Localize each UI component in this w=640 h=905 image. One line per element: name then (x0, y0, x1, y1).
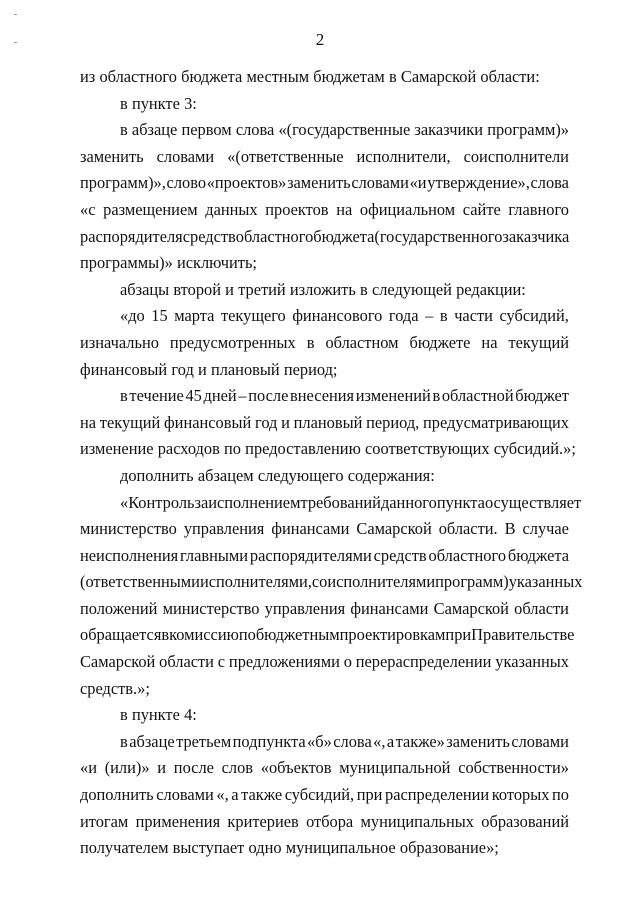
word: утверждение», (427, 173, 530, 193)
word: областной (441, 386, 514, 406)
word: заказчика (502, 226, 570, 246)
text-line (80, 755, 569, 782)
text-line (80, 543, 569, 570)
word: пункте (131, 705, 180, 725)
word: бюджетным (255, 625, 340, 645)
word: «и (409, 173, 427, 193)
word: Самарской (433, 598, 509, 618)
word: бюджета (313, 226, 375, 246)
word: указанных (495, 652, 569, 672)
word: 15 (151, 306, 168, 326)
word: управления (183, 519, 265, 539)
word: муниципальной (339, 758, 451, 778)
word: финансовый (80, 359, 168, 379)
word: положений (80, 598, 158, 618)
word: словами (156, 146, 215, 166)
word: изложить (289, 279, 356, 299)
word: на (80, 412, 97, 432)
word: «б» (307, 731, 332, 751)
word: по (552, 785, 569, 805)
word: в (120, 731, 128, 751)
text-line (80, 676, 569, 703)
word: (государственного (374, 226, 503, 246)
word: области (514, 598, 569, 618)
word: муниципальное (285, 838, 396, 858)
word: и (281, 412, 290, 432)
word: «проектов» (206, 173, 287, 193)
word: бюджета (181, 67, 243, 86)
word: за (194, 492, 209, 512)
word: текущий (508, 332, 569, 352)
word: предусмотренных (169, 332, 296, 352)
word: подпункта (232, 731, 306, 751)
word: в (306, 332, 315, 352)
word: финансовый (164, 412, 252, 432)
word: изменений (355, 386, 431, 406)
word: комиссию (169, 625, 239, 645)
word: данных (205, 199, 258, 219)
text-line (80, 622, 575, 649)
word: после (248, 386, 289, 406)
word: плановый (210, 359, 280, 379)
word: субсидий.»; (493, 439, 576, 459)
word: третьем (176, 731, 232, 751)
word: В (504, 519, 516, 539)
word: отбора (306, 811, 354, 831)
word: также (241, 785, 283, 805)
text-line (80, 330, 569, 357)
word: также» (395, 731, 445, 751)
word: итогам (80, 811, 129, 831)
word: бюджетам (313, 67, 385, 86)
text-line (80, 436, 576, 463)
word: (или)» (104, 758, 150, 778)
word: изменение (80, 439, 154, 459)
word: в (120, 93, 128, 113)
text-line (80, 383, 569, 410)
word: программ) (435, 572, 509, 592)
word: указанных (508, 572, 583, 592)
word: размещением (103, 199, 198, 219)
page-number: 2 (315, 30, 325, 49)
word: в (120, 386, 128, 406)
word: которых (491, 785, 550, 805)
word: части (454, 306, 493, 326)
word: одно (248, 838, 282, 858)
word: бюджета (507, 545, 569, 565)
word: субсидий, (499, 306, 569, 326)
word: субсидий, (284, 785, 355, 805)
word: бюджете (409, 332, 471, 352)
word: неисполнения (80, 545, 179, 565)
word: абзацы (120, 279, 170, 299)
word: – (238, 386, 247, 406)
word: (ответственными (80, 572, 200, 592)
word: а (386, 731, 395, 751)
text-line (80, 410, 569, 437)
word: областного (428, 545, 507, 565)
word: Самарской (356, 519, 432, 539)
word: предусматривающих (423, 412, 569, 432)
word: областном (325, 332, 399, 352)
word: «и (80, 758, 97, 778)
word: – (425, 306, 434, 326)
word: перераспределении (355, 652, 492, 672)
word: проектов (265, 199, 329, 219)
word: изначально (80, 332, 159, 352)
word: министерство (162, 598, 260, 618)
text-line (80, 277, 569, 304)
text-line (80, 117, 569, 144)
word: проектировкам (339, 625, 446, 645)
text-line (80, 702, 569, 729)
word: слов (221, 758, 254, 778)
word: соответствующих (365, 439, 490, 459)
word: марта (174, 306, 215, 326)
word: о (343, 652, 352, 672)
word: а (231, 785, 239, 805)
word: программ)» (487, 120, 569, 140)
word: области (159, 652, 214, 672)
word: в (439, 306, 448, 326)
word: второй (173, 279, 221, 299)
word: внесения (290, 386, 355, 406)
word: исключить; (176, 253, 257, 273)
word: на (336, 199, 353, 219)
word: дополнить (80, 785, 154, 805)
word: областного (235, 226, 314, 246)
word: 4: (184, 705, 197, 725)
text-line (80, 463, 569, 490)
text-line (80, 569, 583, 596)
word: критериев (227, 811, 299, 831)
word: «объектов (260, 758, 332, 778)
word: областного (99, 67, 177, 86)
word: заменить (287, 173, 351, 193)
word: распорядителями (249, 545, 372, 565)
word: плановый (293, 412, 363, 432)
word: бюджет (515, 386, 569, 406)
word: абзаце (131, 120, 178, 140)
word: управления (264, 598, 346, 618)
word: абзаце (129, 731, 175, 751)
word: и (225, 279, 234, 299)
word: года (388, 306, 419, 326)
word: дополнить (120, 465, 194, 485)
scan-margin-mark (14, 14, 17, 15)
word: Самарской (400, 67, 477, 86)
word: и (157, 758, 167, 778)
word: на (481, 332, 498, 352)
word: следующего (257, 465, 344, 485)
word: Самарской (80, 652, 156, 672)
word: выступает (172, 838, 245, 858)
word: программы)» (80, 253, 173, 273)
word: области. (438, 519, 498, 539)
word: исполнителями, (199, 572, 312, 592)
word: текущего (220, 306, 286, 326)
word: области: (480, 67, 540, 86)
word: соисполнители (463, 146, 569, 166)
word: «Контроль (120, 492, 195, 512)
word: средств (182, 226, 236, 246)
word: дней (203, 386, 237, 406)
word: муниципальных (360, 811, 474, 831)
word: словами (351, 173, 409, 193)
word: слова (530, 173, 569, 193)
document-body (80, 64, 583, 862)
word: пункта (436, 492, 485, 512)
word: распорядителя (80, 226, 183, 246)
word: «до (120, 306, 145, 326)
word: средств.»; (80, 678, 150, 698)
word: «с (80, 199, 96, 219)
word: после (173, 758, 214, 778)
word: в (120, 705, 128, 725)
word: год (171, 359, 194, 379)
text-line (80, 144, 569, 171)
word: 45 (185, 386, 202, 406)
word: словами (511, 731, 569, 751)
word: данного (380, 492, 437, 512)
word: заменить (446, 731, 510, 751)
word: и (197, 359, 207, 379)
word: распределении (385, 785, 490, 805)
word: «(ответственные (227, 146, 344, 166)
text-line (80, 835, 569, 862)
word: «(государственные (278, 120, 411, 140)
text-line (80, 516, 569, 543)
text-line (80, 649, 569, 676)
word: словами (156, 785, 214, 805)
word: слово (166, 173, 207, 193)
text-line (80, 490, 582, 517)
word: исполнители, (356, 146, 451, 166)
text-line (80, 250, 569, 277)
word: случае (522, 519, 569, 539)
word: исполнением (208, 492, 301, 512)
word: осуществляет (484, 492, 582, 512)
text-line (80, 91, 569, 118)
word: первом (181, 120, 232, 140)
word: год (255, 412, 278, 432)
word: официальном (359, 199, 456, 219)
word: главными (180, 545, 249, 565)
word: содержания: (347, 465, 435, 485)
word: редакции: (456, 279, 526, 299)
text-line (80, 197, 569, 224)
word: с (217, 652, 226, 672)
word: 3: (184, 93, 197, 113)
word: «, (216, 785, 229, 805)
word: Правительстве (471, 625, 575, 645)
text-line (80, 782, 569, 809)
word: финансами (350, 598, 429, 618)
word: программ)», (80, 173, 166, 193)
word: в (388, 67, 397, 86)
word: финансового (292, 306, 383, 326)
word: применения (135, 811, 221, 831)
word: течение (129, 386, 184, 406)
word: в (360, 279, 368, 299)
word: требований (300, 492, 381, 512)
word: образований (481, 811, 569, 831)
word: слова (333, 731, 372, 751)
word: третий (238, 279, 286, 299)
word: соисполнителями (311, 572, 436, 592)
word: получателем (80, 838, 169, 858)
word: при (445, 625, 472, 645)
word: расходов (157, 439, 220, 459)
word: по (224, 439, 241, 459)
word: средств (373, 545, 427, 565)
word: следующей (371, 279, 452, 299)
word: финансами (271, 519, 350, 539)
text-line (80, 729, 569, 756)
word: главного (508, 199, 569, 219)
word: период, (366, 412, 420, 432)
word: период; (283, 359, 338, 379)
text-line (80, 596, 569, 623)
text-line (80, 170, 569, 197)
word: в (120, 120, 128, 140)
word: в (161, 625, 170, 645)
word: слова (235, 120, 275, 140)
word: предложениями (228, 652, 340, 672)
word: из (80, 67, 96, 86)
word: собственности» (458, 758, 569, 778)
word: пункте (131, 93, 180, 113)
word: текущий (99, 412, 161, 432)
word: обращается (80, 625, 162, 645)
word: по (238, 625, 256, 645)
word: при (356, 785, 383, 805)
text-line (80, 64, 569, 91)
word: «, (373, 731, 386, 751)
word: образование»; (399, 838, 499, 858)
word: заменить (80, 146, 144, 166)
word: местным (246, 67, 310, 86)
word: сайте (462, 199, 501, 219)
word: заказчики (414, 120, 484, 140)
word: в (432, 386, 441, 406)
word: предоставлению (245, 439, 361, 459)
text-line (80, 224, 569, 251)
text-line (80, 809, 569, 836)
word: абзацем (197, 465, 254, 485)
word: министерство (80, 519, 177, 539)
text-line (80, 303, 569, 330)
text-line (80, 357, 569, 384)
